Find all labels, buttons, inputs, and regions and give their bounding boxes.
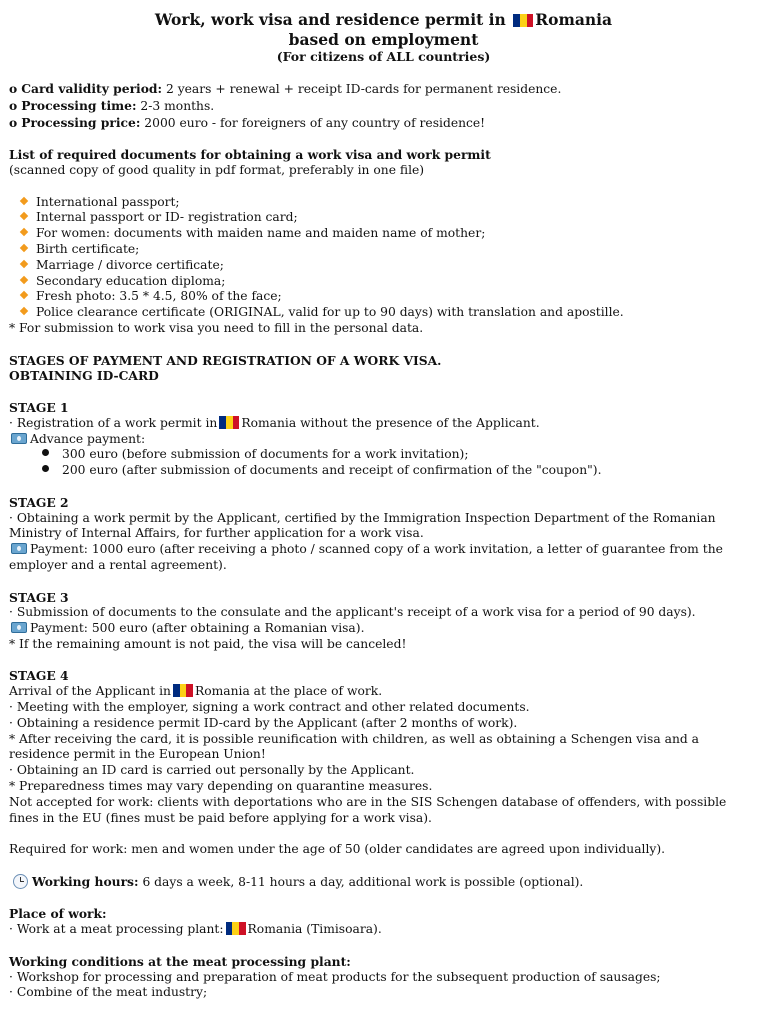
- dot-bullet-icon: [42, 465, 49, 472]
- page-title: Work, work visa and residence permit in Romania: [154, 10, 613, 29]
- stage1-payment: Advance payment:: [9, 432, 758, 448]
- clock-icon: [13, 874, 28, 889]
- doc-item: Police clearance certificate (ORIGINAL, valid for up to 90 days) with translation and apostille.: [9, 305, 758, 321]
- stage4-line: Not accepted for work: clients with deportations who are in the SIS Schengen database of offenders, with possible fines in the EU (fines must be paid before applying for a work visa).: [9, 794, 727, 825]
- diamond-bullet-icon: [20, 212, 28, 220]
- banknote-icon: [11, 543, 27, 554]
- stage4-line: * After receiving the card, it is possible reunification with children, as well as obtaining a Schengen visa and a residence permit in the European Union!: [9, 731, 699, 762]
- conditions-heading: Working conditions at the meat processing plant:: [9, 953, 351, 969]
- stage3-payment: Payment: 500 euro (after obtaining a Romanian visa).: [9, 621, 758, 637]
- romania-flag-icon: [226, 922, 246, 935]
- banknote-icon: [11, 433, 27, 444]
- diamond-bullet-icon: [20, 291, 28, 299]
- romania-flag-icon: [219, 416, 239, 429]
- doc-item: Secondary education diploma;: [9, 274, 758, 290]
- place-line: · Work at a meat processing plant: Romania (Timisoara).: [9, 922, 382, 937]
- diamond-bullet-icon: [20, 275, 28, 283]
- stage2-text: · Obtaining a work permit by the Applicant, certified by the Immigration Inspection Department of the Romanian Ministry of Internal Affairs, for further application for a work visa.: [9, 510, 716, 541]
- diamond-bullet-icon: [20, 244, 28, 252]
- docs-subheading: (scanned copy of good quality in pdf format, preferably in one file): [9, 162, 425, 177]
- doc-item: International passport;: [9, 195, 758, 211]
- doc-item: Marriage / divorce certificate;: [9, 258, 758, 274]
- place-heading: Place of work:: [9, 906, 107, 922]
- romania-flag-icon: [513, 14, 533, 27]
- stage2-title: STAGE 2: [9, 494, 69, 510]
- stages-heading-2: OBTAINING ID-CARD: [9, 368, 159, 384]
- stage3-title: STAGE 3: [9, 589, 69, 605]
- banknote-icon: [11, 622, 27, 633]
- doc-item: Internal passport or ID- registration card;: [9, 210, 758, 226]
- diamond-bullet-icon: [20, 260, 28, 268]
- stages-heading: STAGES OF PAYMENT AND REGISTRATION OF A WORK VISA.: [9, 352, 442, 368]
- info-processing-price: o Processing price: 2000 euro - for foreigners of any country of residence!: [9, 114, 486, 130]
- stage4-line: · Meeting with the employer, signing a work contract and other related documents.: [9, 700, 530, 715]
- stage3-note: * If the remaining amount is not paid, the visa will be canceled!: [9, 636, 407, 651]
- page-title-line2: based on employment: [288, 29, 479, 49]
- doc-item: Birth certificate;: [9, 242, 758, 258]
- working-hours: Working hours: 6 days a week, 8-11 hours a day, additional work is possible (optional).: [9, 874, 758, 891]
- stage1-title: STAGE 1: [9, 399, 69, 415]
- stage4-line: · Obtaining a residence permit ID-card by the Applicant (after 2 months of work).: [9, 715, 518, 730]
- required-text: Required for work: men and women under the age of 50 (older candidates are agreed upon individually).: [9, 842, 666, 857]
- dot-bullet-icon: [42, 449, 49, 456]
- stage4-arrival: Arrival of the Applicant in Romania at the place of work.: [9, 684, 383, 699]
- docs-note: * For submission to work visa you need to fill in the personal data.: [9, 320, 424, 335]
- romania-flag-icon: [173, 684, 193, 697]
- stage1-text: · Registration of a work permit in Romania without the presence of the Applicant.: [9, 415, 540, 430]
- doc-item: Fresh photo: 3.5 * 4.5, 80% of the face;: [9, 289, 758, 305]
- conditions-line: · Workshop for processing and preparation of meat products for the subsequent production of sausages;: [9, 969, 661, 984]
- conditions-line: · Combine of the meat industry;: [9, 985, 208, 1000]
- info-processing-time: o Processing time: 2-3 months.: [9, 97, 215, 113]
- stage4-title: STAGE 4: [9, 668, 69, 684]
- stage4-line: * Preparedness times may vary depending on quarantine measures.: [9, 779, 433, 794]
- stage1-item: 300 euro (before submission of documents for a work invitation);: [9, 447, 758, 463]
- diamond-bullet-icon: [20, 307, 28, 315]
- page-subtitle: (For citizens of ALL countries): [276, 49, 491, 64]
- diamond-bullet-icon: [20, 196, 28, 204]
- diamond-bullet-icon: [20, 228, 28, 236]
- stage4-line: · Obtaining an ID card is carried out personally by the Applicant.: [9, 763, 415, 778]
- docs-heading: List of required documents for obtaining a work visa and work permit: [9, 147, 491, 163]
- info-validity: o Card validity period: 2 years + renewal + receipt ID-cards for permanent residence.: [9, 81, 562, 96]
- stage3-text: · Submission of documents to the consulate and the applicant's receipt of a work visa for a period of 90 days).: [9, 605, 696, 620]
- stage1-item: 200 euro (after submission of documents and receipt of confirmation of the "coupon").: [9, 463, 758, 479]
- doc-item: For women: documents with maiden name and maiden name of mother;: [9, 226, 758, 242]
- stage2-payment: Payment: 1000 euro (after receiving a photo / scanned copy of a work invitation, a letter of guarantee from the employer and a rental agreement).: [9, 542, 723, 572]
